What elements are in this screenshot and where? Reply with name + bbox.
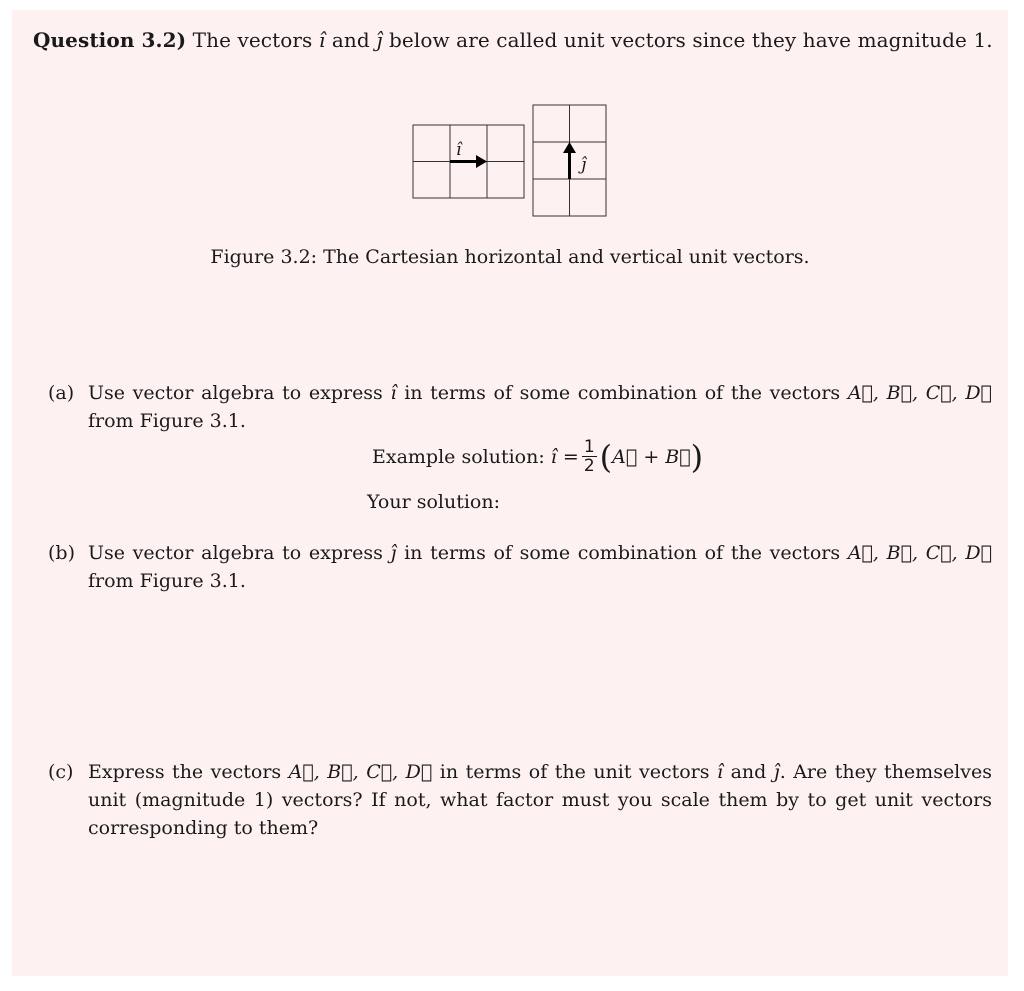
part-a-text-start: Use vector algebra to express <box>88 382 383 404</box>
part-b <box>48 539 992 595</box>
part-c-vectors: A⃗, B⃗, C⃗, D⃗ <box>288 761 433 783</box>
part-c-label: (c) <box>48 761 74 783</box>
part-c-and: and <box>730 761 767 783</box>
part-a-vectors: A⃗, B⃗, C⃗, D⃗ <box>847 382 992 404</box>
fraction-denominator: 2 <box>583 456 595 476</box>
question-and: and <box>331 28 370 52</box>
part-b-j-hat: ĵ <box>390 542 397 564</box>
part-c-i-hat: î <box>717 761 724 783</box>
part-a-label: (a) <box>48 382 75 404</box>
example-lhs: î = <box>550 445 579 468</box>
part-b-text-middle: in terms of some combination of the vectors <box>404 542 841 564</box>
open-paren: ( <box>599 437 613 476</box>
j-hat-figure-label: ĵ <box>581 155 587 175</box>
j-hat-arrow <box>563 142 576 179</box>
part-a-text-middle: in terms of some combination of the vectors <box>404 382 841 404</box>
unit-vector-figure <box>412 104 612 222</box>
part-b-text <box>88 539 992 595</box>
question-text: The vectors <box>192 28 313 52</box>
question-label: Question 3.2) <box>33 28 187 52</box>
part-b-vectors: A⃗, B⃗, C⃗, D⃗ <box>847 542 992 564</box>
part-c-text-middle: in terms of the unit vectors <box>439 761 710 783</box>
part-c-text-end: . Are they themselves unit (magnitude 1) vectors? If not, what factor must you scale them by to get unit vectors corresponding to them? <box>88 761 992 839</box>
your-solution-label: Your solution: <box>367 491 500 513</box>
close-paren: ) <box>690 437 704 476</box>
document-page <box>12 10 1008 976</box>
part-a <box>48 379 992 435</box>
part-b-text-end: from Figure 3.1. <box>88 570 246 592</box>
question-statement <box>33 28 993 52</box>
part-c-text <box>88 758 992 842</box>
part-a-text-end: from Figure 3.1. <box>88 410 246 432</box>
fraction-numerator: 1 <box>583 437 595 457</box>
i-hat-figure-label: î <box>456 140 462 160</box>
example-label: Example solution: <box>372 445 545 468</box>
example-expression: A⃗ + B⃗ <box>612 445 691 468</box>
example-solution <box>372 438 703 475</box>
part-b-text-start: Use vector algebra to express <box>88 542 383 564</box>
part-b-label: (b) <box>48 542 75 564</box>
part-a-text <box>88 379 992 435</box>
example-fraction <box>582 438 597 475</box>
part-a-i-hat: î <box>390 382 397 404</box>
part-c <box>48 758 992 842</box>
part-c-text-start: Express the vectors <box>88 761 282 783</box>
part-c-j-hat: ĵ <box>773 761 780 783</box>
question-text-end: below are called unit vectors since they have magnitude 1. <box>389 28 993 52</box>
figure-caption: Figure 3.2: The Cartesian horizontal and vertical unit vectors. <box>210 246 810 268</box>
j-hat-symbol: ĵ <box>376 28 383 52</box>
i-hat-symbol: î <box>318 28 326 52</box>
